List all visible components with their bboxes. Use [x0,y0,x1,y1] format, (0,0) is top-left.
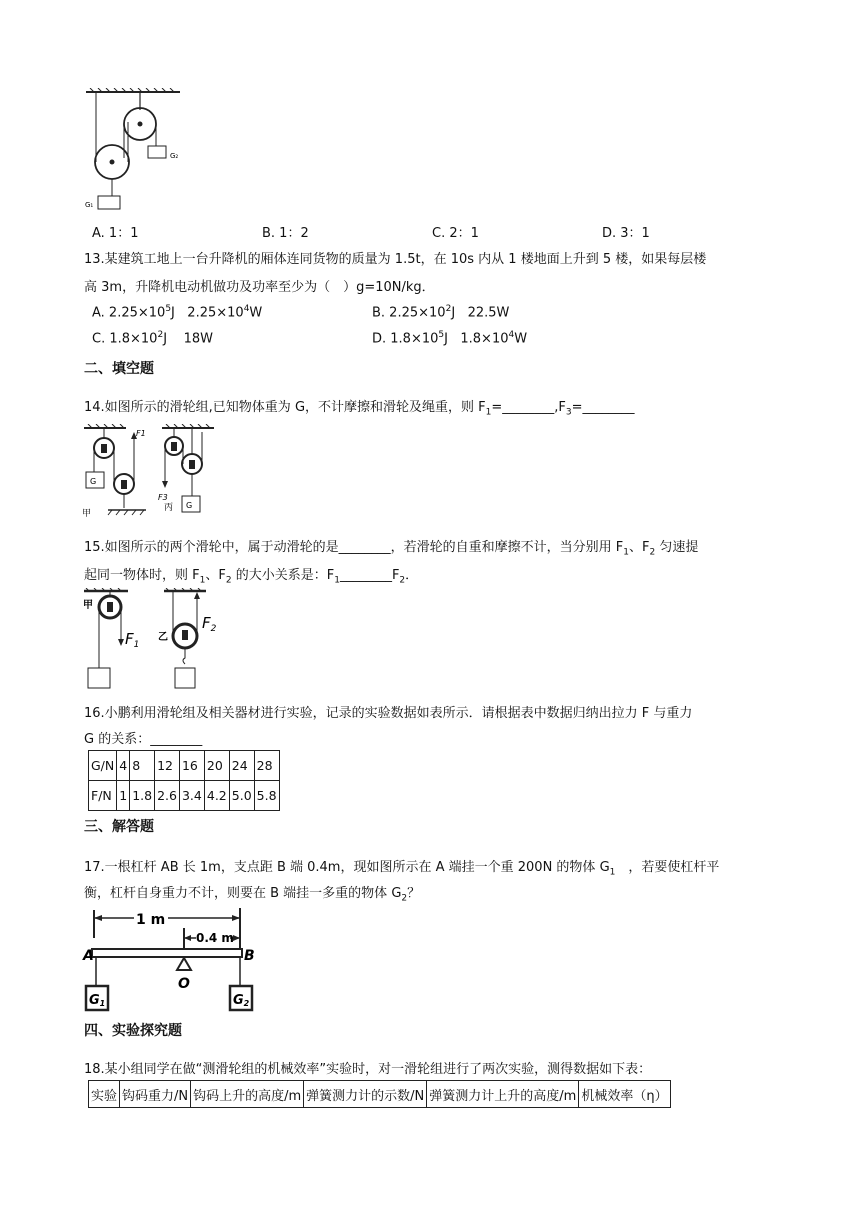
table-cell: 2.6 [155,781,180,811]
table-cell: 8 [130,751,155,781]
q13-option-a[interactable]: A. $2.25\times 10^5J$ $2.25\times 10^4W$ [92,304,263,321]
q16-line2: G 的关系：________ [84,732,203,747]
q12-option-b[interactable]: B. 1：2 [262,226,309,241]
q13-line1: 13.某建筑工地上一台升降机的厢体连同货物的质量为 1.5t，在 10s 内从 1 楼地面上升到 5 楼，如果每层楼 [84,252,707,267]
table-cell: 4.2 [204,781,229,811]
q12-option-d[interactable]: D. 3：1 [602,226,650,241]
table-row [89,751,280,781]
label-f2: $F_2$ [202,614,217,634]
q17-line1: 17.一根杠杆 AB 长 1m，支点距 B 端 0.4m，现如图所示在 A 端挂一个重 200N 的物体 $G_1$ ，若要使杠杆平 [84,860,720,878]
pulley-figure-q12 [84,88,194,212]
q17-line2: 衡，杠杆自身重力不计，则要在 B 端挂一多重的物体 $G_2$？ [84,886,421,904]
table-cell: 20 [204,751,229,781]
table-header-cell: 弹簧测力计的示数/N [304,1081,427,1108]
q16-line1: 16.小鹏利用滑轮组及相关器材进行实验，记录的实验数据如表所示．请根据表中数据归纳出拉力 F 与重力 [84,706,693,721]
table-cell: 16 [179,751,204,781]
table-header-row [89,1081,671,1108]
lever-figure-q17 [80,904,264,1012]
label-f3: F3 [158,493,168,502]
table-cell: 12 [155,751,180,781]
section-heading-experiment: 四、实验探究题 [84,1023,182,1039]
label-1m: 1 m [136,912,166,928]
label-0-4m: 0.4 m [196,931,234,945]
table-cell: 1 [117,781,130,811]
section-heading-fill-in: 二、填空题 [84,361,154,377]
q18-line1: 18.某小组同学在做“测滑轮组的机械效率”实验时，对一滑轮组进行了两次实验，测得数据如下表： [84,1062,652,1077]
label-f1: $F_1$ [125,630,140,650]
q16-data-table [88,750,280,811]
table-cell: G/N [89,751,117,781]
table-header-cell: 机械效率（η） [579,1081,670,1108]
table-cell: 28 [254,751,279,781]
table-row [89,781,280,811]
label-g1: G1 [89,993,106,1008]
label-b: B [244,948,255,964]
label-bing: 丙 [164,503,174,513]
table-cell: 3.4 [179,781,204,811]
table-cell: 5.8 [254,781,279,811]
table-cell: F/N [89,781,117,811]
q13-line2: 高 3m，升降机电动机做功及功率至少为（ ）g=10N/kg． [84,280,435,295]
label-a: A [83,948,94,964]
q15-line1: 15.如图所示的两个滑轮中，属于动滑轮的是________，若滑轮的自重和摩擦不计，当分别用 $F_1$、$F_2$ 匀速提 [84,540,699,558]
q13-option-b[interactable]: B. $2.25\times 10^2J$ 22.5W [372,304,510,321]
q13-option-d[interactable]: D. $1.8\times 10^5J$ $1.8\times 10^4W$ [372,330,528,347]
table-header-cell: 钩码重力/N [120,1081,191,1108]
table-cell: 4 [117,751,130,781]
q13-option-c[interactable]: C. $1.8\times 10^2J$ 18W [92,330,213,347]
label-o: O [178,976,190,992]
table-cell: 1.8 [130,781,155,811]
pulley-figure-q14 [80,424,220,518]
label-jia: 甲 [83,600,93,611]
q14-text: 14.如图所示的滑轮组,已知物体重为 G，不计摩擦和滑轮及绳重，则 $F_1=\_\_\_\_\_\_\_\_,F_3=\_\_\_\_\_\_\_\_$ [84,400,635,418]
table-header-cell: 钩码上升的高度/m [191,1081,304,1108]
q18-data-table [88,1080,671,1108]
table-cell: 5.0 [229,781,254,811]
section-heading-answer: 三、解答题 [84,819,154,835]
q12-option-c[interactable]: C. 2：1 [432,226,479,241]
label-g-bing: G [186,501,193,510]
label-g2: G₂ [170,152,179,160]
table-header-cell: 实验 [89,1081,120,1108]
label-yi: 乙 [158,632,168,643]
label-f1: F1 [136,429,146,438]
label-g-jia: G [90,477,97,486]
table-cell: 24 [229,751,254,781]
label-g2: G2 [233,993,250,1008]
label-jia: 甲 [82,509,92,518]
q12-option-a[interactable]: A. 1：1 [92,226,139,241]
table-header-cell: 弹簧测力计上升的高度/m [427,1081,579,1108]
pulley-figure-q15 [82,588,232,692]
label-g1: G₁ [85,201,94,209]
q15-line2: 起同一物体时，则 $F_1$、$F_2$ 的大小关系是：$F_1\_\_\_\_\_\_\_\_F_2$． [84,568,419,586]
